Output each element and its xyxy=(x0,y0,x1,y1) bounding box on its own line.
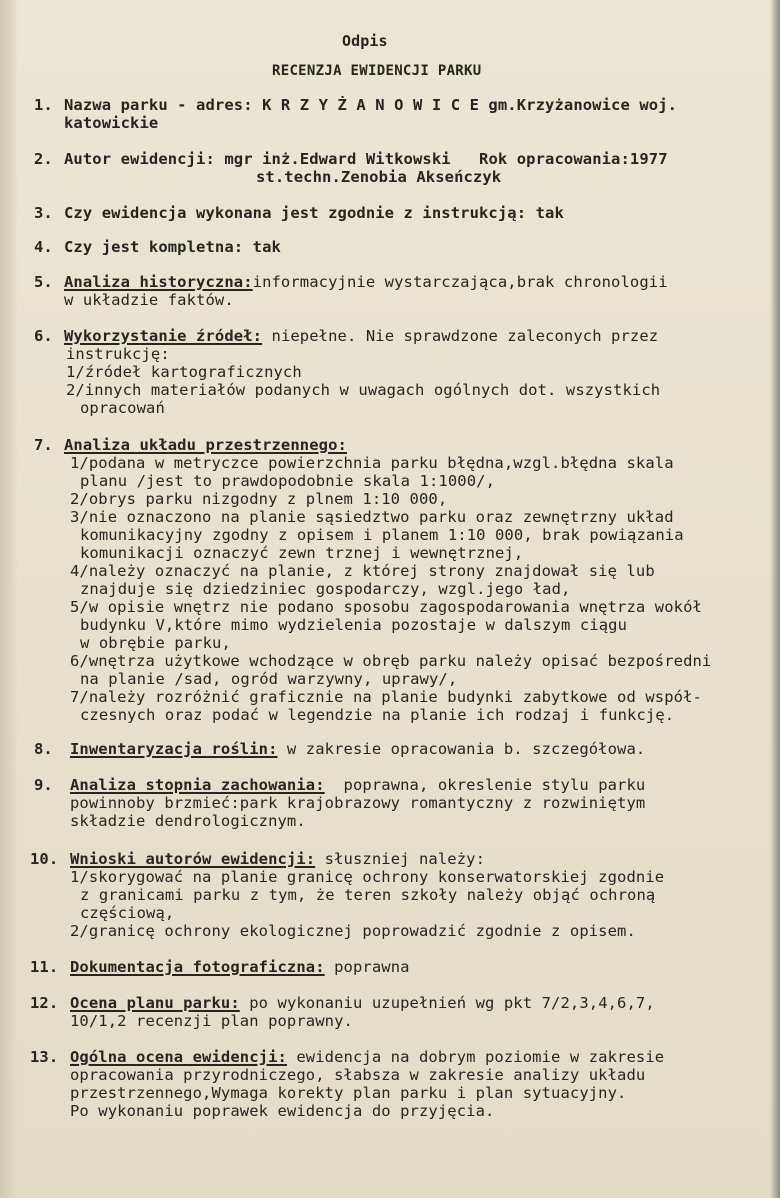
section-7-label: Analiza układu przestrzennego: xyxy=(64,436,347,454)
section-7-line-10: budynku V,które mimo wydzielenia pozostaje w dalszym ciągu xyxy=(80,616,628,634)
section-7-line-3: 2/obrys parku nizgodny z plnem 1:10 000, xyxy=(70,490,448,508)
page-right-edge xyxy=(770,0,780,1198)
section-9-number: 9. xyxy=(34,776,53,794)
page-left-edge xyxy=(0,0,18,1198)
section-7-line-6: komunikacji oznaczyć zewn trznej i wewnętrznej, xyxy=(80,544,524,562)
section-10-number: 10. xyxy=(30,850,59,868)
section-10-line-4: częściową, xyxy=(80,904,175,922)
section-2-number: 2. xyxy=(34,150,53,168)
section-13-value: ewidencja na dobrym poziomie w zakresie xyxy=(286,1048,665,1066)
section-10-label: Wnioski autorów ewidencji: xyxy=(70,850,316,868)
section-10-line-5: 2/granicę ochrony ekologicznej poprowadzić zgodnie z opisem. xyxy=(70,922,636,940)
section-7-line-15: czesnych oraz podać w legendzie na planie ich rodzaj i funkcję. xyxy=(80,706,675,724)
section-6-line-2: instrukcję: xyxy=(66,345,170,363)
section-7-line-1: 1/podana w metryczce powierzchnia parku błędna,wzgl.błędna skala xyxy=(70,454,674,472)
section-12-line xyxy=(70,994,655,1012)
section-7-line-9: 5/w opisie wnętrz nie podano sposobu zagospodarowania wnętrza wokół xyxy=(70,598,702,616)
section-13-line-3: przestrzennego,Wymaga korekty plan parku i plan sytuacyjny. xyxy=(70,1084,627,1102)
section-7-line-2: planu /jest to prawdopodobnie skala 1:1000/, xyxy=(80,472,495,490)
document-header: Odpis xyxy=(342,32,388,50)
section-5-value: informacyjnie wystarczająca,brak chronologii xyxy=(252,273,668,291)
section-9-label: Analiza stopnia zachowania: xyxy=(70,776,325,794)
section-9-line xyxy=(70,776,645,794)
section-9-value: poprawna, okreslenie stylu parku xyxy=(324,776,646,794)
section-5-label: Analiza historyczna: xyxy=(64,273,253,291)
section-6-value: niepełne. Nie sprawdzone zaleconych przez xyxy=(262,327,659,345)
section-2-line xyxy=(64,150,668,168)
section-1-label: Nazwa parku - adres: xyxy=(64,96,253,114)
section-7-line-14: 7/należy rozróżnić graficznie na planie budynki zabytkowe od współ- xyxy=(70,688,702,706)
section-8-label: Inwentaryzacja roślin: xyxy=(70,740,278,758)
section-1-value: K R Z Y Ż A N O W I C E gm.Krzyżanowice woj. xyxy=(252,96,678,114)
section-7-line-8: znajduje się dziedziniec gospodarczy, wzgl.jego ład, xyxy=(80,580,571,598)
section-5-line-2: w układzie faktów. xyxy=(64,291,234,309)
section-10-value: słuszniej należy: xyxy=(315,850,486,868)
section-8-number: 8. xyxy=(34,740,53,758)
section-7-line-11: w obrębie parku, xyxy=(80,634,231,652)
section-13-line-4: Po wykonaniu poprawek ewidencja do przyjęcia. xyxy=(70,1102,495,1120)
section-7-number: 7. xyxy=(34,436,53,454)
section-6-line-3: 1/źródeł kartograficznych xyxy=(66,363,302,381)
section-6-number: 6. xyxy=(34,327,53,345)
document-title: RECENZJA EWIDENCJI PARKU xyxy=(272,63,482,79)
section-5-number: 5. xyxy=(34,273,53,291)
section-1-number: 1. xyxy=(34,96,53,114)
section-9-line-2: powinnoby brzmieć:park krajobrazowy romantyczny z rozwiniętym xyxy=(70,794,646,812)
section-11-label: Dokumentacja fotograficzna: xyxy=(70,958,325,976)
section-7-line-7: 4/należy oznaczyć na planie, z której strony znajdował się lub xyxy=(70,562,655,580)
section-8-value: w zakresie opracowania b. szczegółowa. xyxy=(277,740,646,758)
section-3-text: Czy ewidencja wykonana jest zgodnie z instrukcją: tak xyxy=(64,204,564,222)
section-6-line xyxy=(64,327,658,345)
section-11-number: 11. xyxy=(30,958,59,976)
section-13-number: 13. xyxy=(30,1048,59,1066)
section-11-value: poprawna xyxy=(324,958,410,976)
section-12-number: 12. xyxy=(30,994,59,1012)
section-2-value: mgr inż.Edward Witkowski Rok opracowania:1977 xyxy=(214,150,668,168)
section-2-line-2: st.techn.Zenobia Akseńczyk xyxy=(256,168,502,186)
section-9-line-3: składzie dendrologicznym. xyxy=(70,812,306,830)
section-1-line xyxy=(64,96,677,114)
section-10-line-3: z granicami parku z tym, że teren szkoły należy objąć ochroną xyxy=(80,886,656,904)
section-8-line xyxy=(70,740,645,758)
section-10-line-2: 1/skorygować na planie granicę ochrony konserwatorskiej zgodnie xyxy=(70,868,665,886)
section-7-line-4: 3/nie oznaczono na planie sąsiedztwo parku oraz zewnętrzny układ xyxy=(70,508,674,526)
section-12-line-2: 10/1,2 recenzji plan poprawny. xyxy=(70,1012,353,1030)
section-12-label: Ocena planu parku: xyxy=(70,994,240,1012)
section-2-label: Autor ewidencji: xyxy=(64,150,215,168)
section-13-line-2: opracowania przyrodniczego, słabsza w zakresie analizy układu xyxy=(70,1066,646,1084)
section-10-line xyxy=(70,850,485,868)
section-6-label: Wykorzystanie źródeł: xyxy=(64,327,263,345)
section-5-line xyxy=(64,273,668,291)
section-4-number: 4. xyxy=(34,238,53,256)
section-6-line-5: opracowań xyxy=(80,399,165,417)
section-4-text: Czy jest kompletna: tak xyxy=(64,238,281,256)
section-13-label: Ogólna ocena ewidencji: xyxy=(70,1048,287,1066)
section-7-line-12: 6/wnętrza użytkowe wchodzące w obręb parku należy opisać bezpośredni xyxy=(70,652,712,670)
section-3-number: 3. xyxy=(34,204,53,222)
section-6-line-4: 2/innych materiałów podanych w uwagach ogólnych dot. wszystkich xyxy=(66,381,661,399)
section-12-value: po wykonaniu uzupełnień wg pkt 7/2,3,4,6,7, xyxy=(239,994,655,1012)
section-7-line-13: na planie /sad, ogród warzywny, uprawy/, xyxy=(80,670,458,688)
section-1-line-2: katowickie xyxy=(64,114,159,132)
section-13-line xyxy=(70,1048,664,1066)
section-11-line xyxy=(70,958,410,976)
section-7-line-5: komunikacyjny zgodny z opisem i planem 1:10 000, brak powiązania xyxy=(80,526,684,544)
